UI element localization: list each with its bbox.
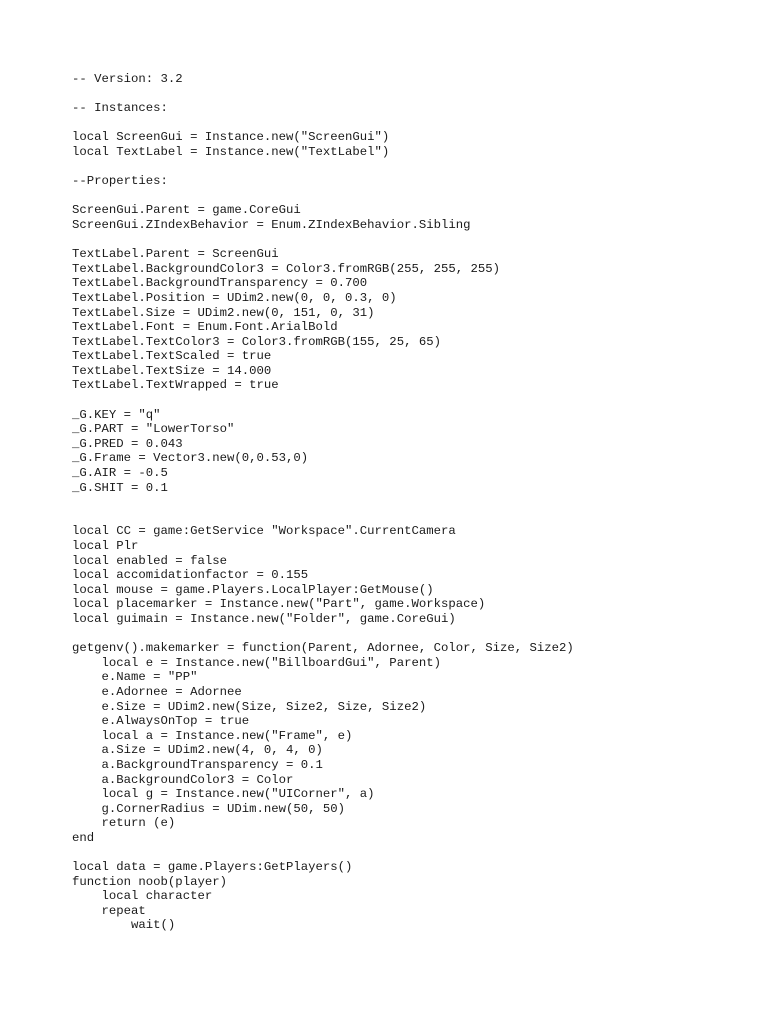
code-line bbox=[72, 845, 752, 860]
code-line: local Plr bbox=[72, 539, 139, 553]
code-line: ScreenGui.Parent = game.CoreGui bbox=[72, 203, 301, 218]
code-line: local character bbox=[72, 889, 213, 904]
code-line: local enabled = false bbox=[72, 553, 227, 568]
code-line: TextLabel.BackgroundTransparency = 0.700 bbox=[72, 276, 368, 291]
code-line: local mouse = game.Players.LocalPlayer:GetMouse() bbox=[72, 582, 434, 597]
code-line: local accomidationfactor = 0.155 bbox=[72, 568, 309, 583]
code-line: local placemarker = Instance.new("Part", game.Workspace) bbox=[72, 597, 486, 612]
code-line: _G.PART = "LowerTorso" bbox=[72, 422, 235, 437]
code-line bbox=[72, 160, 752, 175]
code-line bbox=[72, 627, 752, 642]
code-line: local CC = game:GetService "Workspace".CurrentCamera bbox=[72, 524, 456, 539]
code-line bbox=[72, 393, 752, 408]
code-line: a.BackgroundColor3 = Color bbox=[72, 772, 294, 787]
code-line: local ScreenGui = Instance.new("ScreenGui") bbox=[72, 130, 390, 145]
code-line: end bbox=[72, 830, 95, 845]
code-line: _G.AIR = -0.5 bbox=[72, 466, 168, 481]
code-line: ScreenGui.ZIndexBehavior = Enum.ZIndexBehavior.Sibling bbox=[72, 217, 471, 232]
code-line: TextLabel.Font = Enum.Font.ArialBold bbox=[72, 320, 338, 335]
code-line: repeat bbox=[72, 903, 146, 918]
code-line: e.Name = "PP" bbox=[72, 670, 198, 685]
code-line: TextLabel.Position = UDim2.new(0, 0, 0.3, 0) bbox=[72, 290, 397, 305]
code-line: return (e) bbox=[72, 816, 176, 831]
code-line: TextLabel.TextColor3 = Color3.fromRGB(155, 25, 65) bbox=[72, 334, 441, 349]
code-line: local data = game.Players:GetPlayers() bbox=[72, 860, 353, 875]
code-line bbox=[72, 87, 752, 102]
code-line: _G.KEY = "q" bbox=[72, 407, 161, 422]
code-line: local TextLabel = Instance.new("TextLabel") bbox=[72, 144, 390, 159]
code-line: local g = Instance.new("UICorner", a) bbox=[72, 787, 375, 802]
code-line: a.BackgroundTransparency = 0.1 bbox=[72, 757, 323, 772]
code-line: TextLabel.TextSize = 14.000 bbox=[72, 363, 272, 378]
code-line: function noob(player) bbox=[72, 874, 227, 889]
code-line: TextLabel.TextScaled = true bbox=[72, 349, 272, 364]
code-line bbox=[72, 510, 752, 525]
code-line: a.Size = UDim2.new(4, 0, 4, 0) bbox=[72, 743, 323, 758]
code-line bbox=[72, 116, 752, 131]
code-line: _G.PRED = 0.043 bbox=[72, 436, 183, 451]
code-line: _G.Frame = Vector3.new(0,0.53,0) bbox=[72, 451, 309, 466]
code-line: wait() bbox=[72, 918, 176, 933]
code-line bbox=[72, 189, 752, 204]
code-line: -- Version: 3.2 bbox=[72, 72, 183, 86]
code-line: g.CornerRadius = UDim.new(50, 50) bbox=[72, 801, 346, 816]
code-line: e.Size = UDim2.new(Size, Size2, Size, Size2) bbox=[72, 699, 427, 714]
code-line: local e = Instance.new("BillboardGui", Parent) bbox=[72, 655, 441, 670]
code-line: local guimain = Instance.new("Folder", game.CoreGui) bbox=[72, 611, 456, 626]
code-line: e.AlwaysOnTop = true bbox=[72, 714, 250, 729]
code-block bbox=[72, 72, 752, 933]
code-line: --Properties: bbox=[72, 174, 168, 189]
code-line bbox=[72, 495, 752, 510]
code-line: local a = Instance.new("Frame", e) bbox=[72, 728, 353, 743]
code-line: TextLabel.Size = UDim2.new(0, 151, 0, 31) bbox=[72, 305, 375, 320]
code-line: getgenv().makemarker = function(Parent, Adornee, Color, Size, Size2) bbox=[72, 641, 574, 656]
code-line: e.Adornee = Adornee bbox=[72, 684, 242, 699]
code-line: TextLabel.BackgroundColor3 = Color3.fromRGB(255, 255, 255) bbox=[72, 261, 501, 276]
code-line: _G.SHIT = 0.1 bbox=[72, 480, 168, 495]
code-line: TextLabel.Parent = ScreenGui bbox=[72, 247, 279, 262]
code-line bbox=[72, 233, 752, 248]
code-line: TextLabel.TextWrapped = true bbox=[72, 378, 279, 393]
code-line: -- Instances: bbox=[72, 101, 168, 116]
